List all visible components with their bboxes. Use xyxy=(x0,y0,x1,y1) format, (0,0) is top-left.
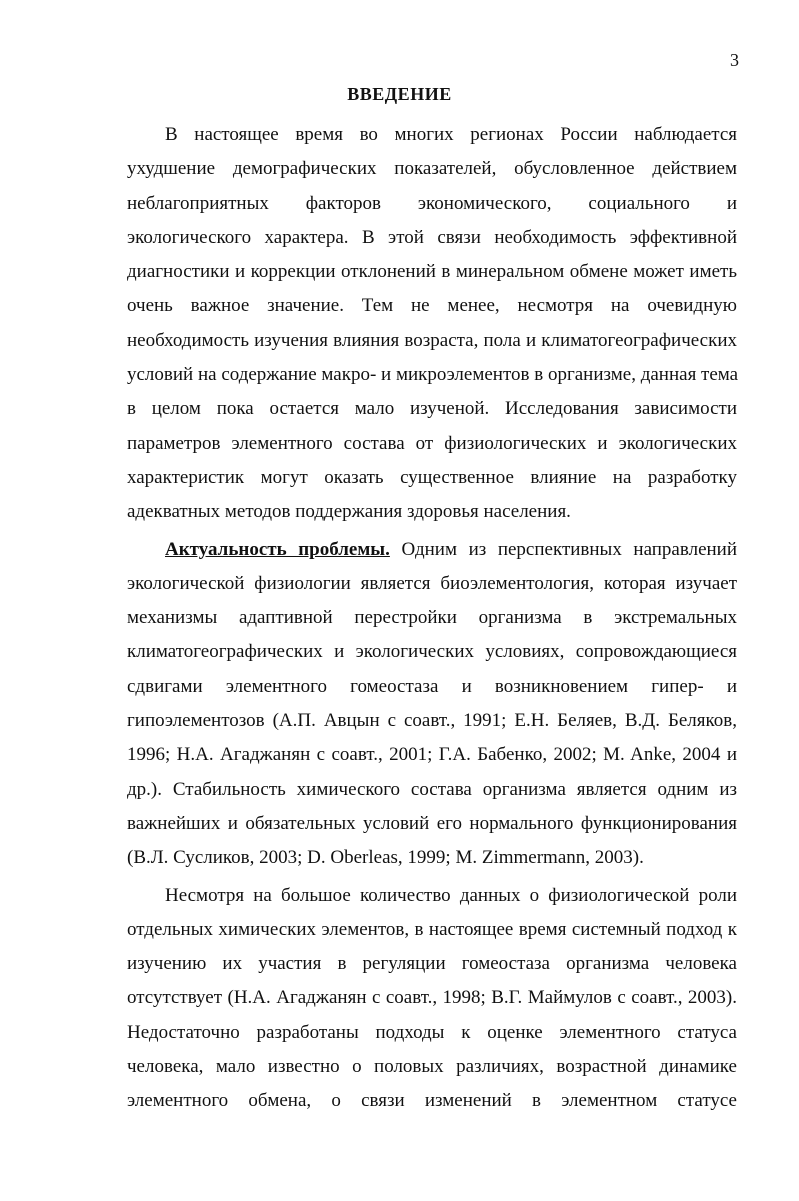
text-line: человека, мало известно о половых различиях, возрастной динамике xyxy=(127,1056,737,1078)
text-line: др.). Стабильность химического состава организма является одним из xyxy=(127,778,737,800)
text-line: 1996; Н.А. Агаджанян с соавт., 2001; Г.А. Бабенко, 2002; M. Anke, 2004 и xyxy=(127,744,737,766)
text-line: в целом пока остается мало изученой. Исследования зависимости xyxy=(127,398,737,420)
text-line: важнейших и обязательных условий его нормального функционирования xyxy=(127,812,737,834)
paragraph-relevance xyxy=(127,533,737,876)
text-line: отдельных химических элементов, в настоящее время системный подход к xyxy=(127,918,737,940)
paragraph-introduction xyxy=(127,118,737,530)
text-line: условий на содержание макро- и микроэлементов в организме, данная тема xyxy=(127,364,739,386)
text-line: механизмы адаптивной перестройки организма в экстремальных xyxy=(127,607,737,629)
section-heading: ВВЕДЕНИЕ xyxy=(347,84,452,104)
text-line: очень важное значение. Тем не менее, несмотря на очевидную xyxy=(127,295,737,317)
text-line: (В.Л. Сусликов, 2003; D. Oberleas, 1999; M. Zimmermann, 2003). xyxy=(127,847,644,869)
text-line: элементного обмена, о связи изменений в элементном статусе xyxy=(127,1090,737,1112)
text-line: диагностики и коррекции отклонений в минеральном обмене может иметь xyxy=(127,261,737,283)
text-line: экологической физиологии является биоэлементология, которая изучает xyxy=(127,572,737,594)
text-line: неблагоприятных факторов экономического, социального и xyxy=(127,192,737,214)
text-line: гипоэлементозов (А.П. Авцын с соавт., 1991; Е.Н. Беляев, В.Д. Беляков, xyxy=(127,710,737,732)
paragraph-background xyxy=(127,879,737,1119)
text-line: Недостаточно разработаны подходы к оценке элементного статуса xyxy=(127,1021,737,1043)
text-line: Актуальность проблемы. Одним из перспективных направлений xyxy=(165,538,737,560)
text-line: изучению их участия в регуляции гомеостаза организма человека xyxy=(127,953,737,975)
text-line: параметров элементного состава от физиологических и экологических xyxy=(127,432,737,454)
page-number: 3 xyxy=(730,50,739,70)
text-line: адекватных методов поддержания здоровья населения. xyxy=(127,501,571,523)
text-line: Несмотря на большое количество данных о физиологической роли xyxy=(165,884,737,906)
text-line: необходимость изучения влияния возраста, пола и климатогеографических xyxy=(127,329,737,351)
body-text xyxy=(127,118,737,1119)
text-line: характеристик могут оказать существенное влияние на разработку xyxy=(127,466,737,488)
text-line: ухудшение демографических показателей, обусловленное действием xyxy=(127,158,737,180)
text-line: экологического характера. В этой связи необходимость эффективной xyxy=(127,226,737,248)
text-line: В настоящее время во многих регионах России наблюдается xyxy=(165,124,737,145)
text-line: климатогеографических и экологических условиях, сопровождающиеся xyxy=(127,641,737,663)
text-line: сдвигами элементного гомеостаза и возникновением гипер- и xyxy=(127,675,737,697)
text-line: отсутствует (Н.А. Агаджанян с соавт., 1998; В.Г. Маймулов с соавт., 2003). xyxy=(127,987,737,1009)
relevance-keyword: Актуальность проблемы. xyxy=(165,538,390,560)
